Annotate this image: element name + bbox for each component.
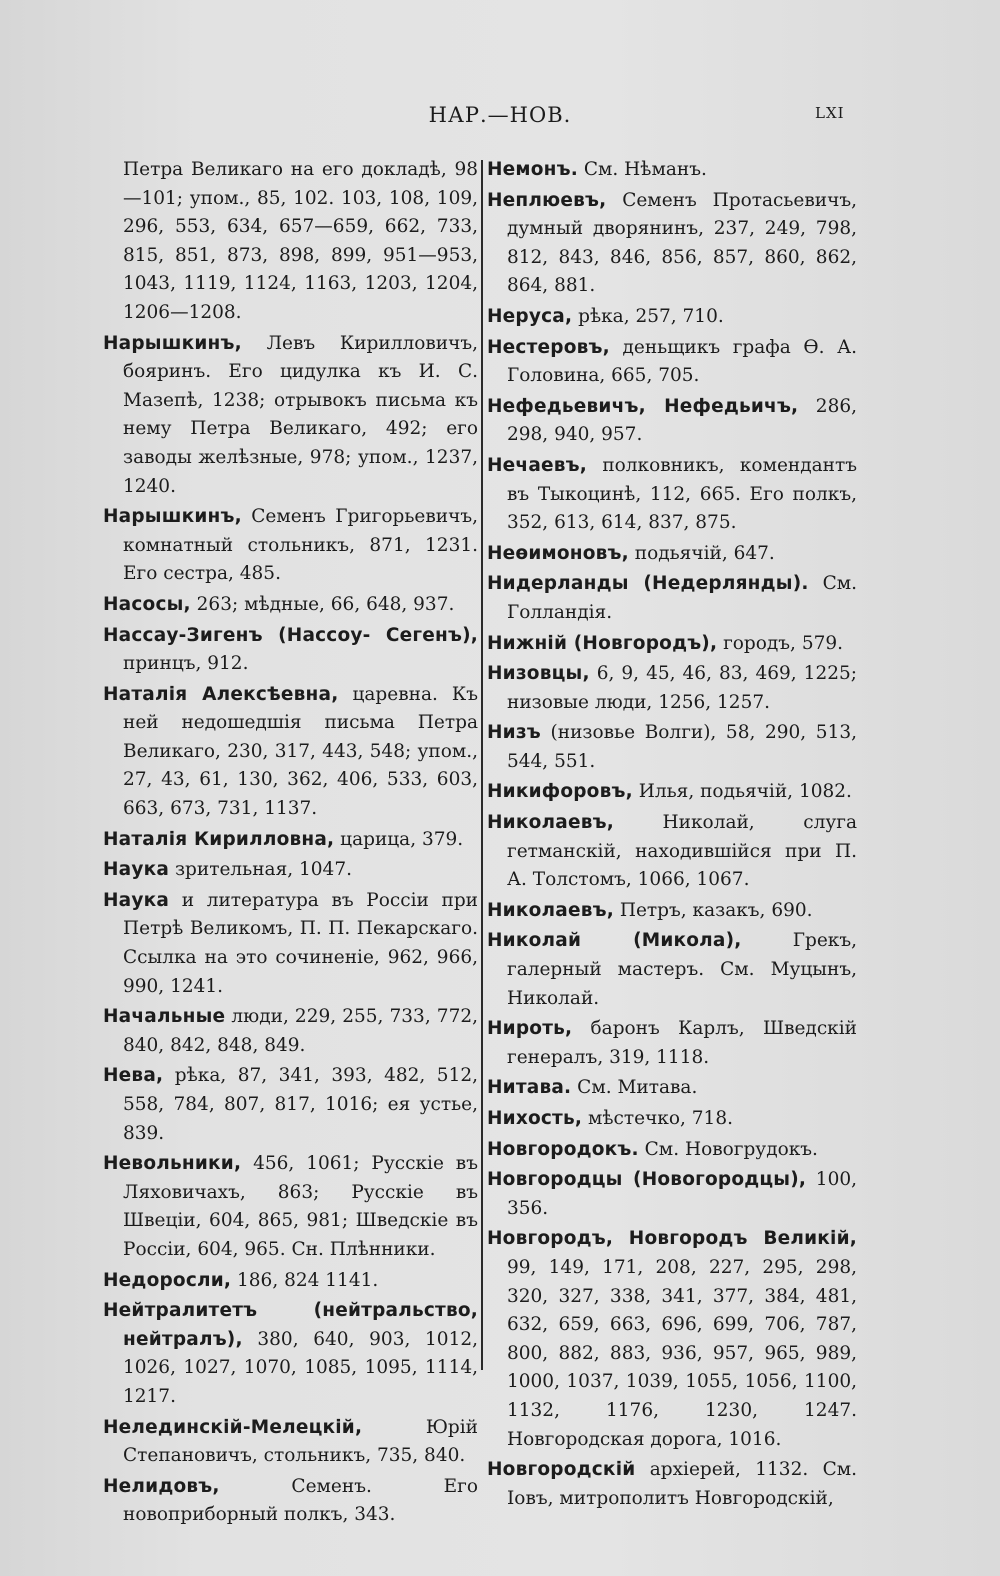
entry-headword: Невольники,	[103, 1153, 242, 1175]
entry-headword: Николаевъ,	[487, 899, 614, 921]
index-entry	[103, 856, 478, 885]
entry-headword: Неплюевъ,	[487, 189, 607, 211]
entry-text: Семенъ Протасьевичъ, думный дворянинъ, 237, 249, 798, 812, 843, 846, 856, 857, 860, 862, 864, 881.	[507, 189, 857, 297]
entry-text: Петра Великаго на его докладѣ, 98—101; упом., 85, 102. 103, 108, 109, 296, 553, 634, 657—659, 662, 733, 815, 851, 873, 898, 899, 951—953, 1043, 1119, 1124, 1163, 1203, 1204, 1206—1208.	[123, 159, 478, 323]
entry-text: рѣка, 87, 341, 393, 482, 512, 558, 784, 807, 817, 1016; ея устье, 839.	[123, 1065, 478, 1144]
entry-headword: Неруса,	[487, 305, 573, 327]
entry-headword: Наука	[103, 889, 170, 911]
index-entry	[103, 330, 478, 502]
entry-text: 263; мѣдные, 66, 648, 937.	[190, 593, 455, 615]
entry-headword: Наука	[103, 859, 170, 881]
entry-text: царевна. Къ ней недошедшія письма Петра Великаго, 230, 317, 443, 548; упом., 27, 43, 61, 130, 362, 406, 533, 603, 663, 673, 731, 1137.	[123, 683, 478, 820]
entry-text: См. Митава.	[571, 1077, 698, 1099]
entry-headword: Нейтралитетъ (нейтральство, нейтралъ),	[103, 1300, 478, 1350]
entry-headword: Нитава.	[487, 1077, 572, 1099]
index-entry	[103, 1062, 478, 1148]
index-entry	[487, 1074, 857, 1103]
index-entry	[487, 1166, 857, 1223]
index-entry	[487, 540, 857, 569]
entry-text: См. Новогрудокъ.	[638, 1138, 818, 1160]
entry-text: 186, 824 1141.	[231, 1269, 379, 1291]
index-entry	[103, 591, 478, 620]
index-entry	[103, 1267, 478, 1296]
index-entry	[487, 393, 857, 450]
index-entry	[103, 1297, 478, 1411]
index-entry	[103, 1003, 478, 1060]
entry-headword: Новгородцы (Новогородцы),	[487, 1169, 807, 1191]
entry-headword: Низъ	[487, 722, 541, 744]
entry-text: 286, 298, 940, 957.	[507, 395, 858, 446]
index-entry	[487, 1015, 857, 1072]
entry-headword: Николаевъ,	[487, 812, 614, 834]
index-entry	[487, 927, 857, 1013]
entry-text: и литература въ Россіи при Петрѣ Великомъ, П. П. Пекарскаго. Ссылка на это сочиненіе, 962, 966, 990, 1241.	[123, 889, 478, 997]
entry-headword: Нелединскій-Мелецкій,	[103, 1416, 363, 1438]
entry-text: городъ, 579.	[717, 632, 844, 654]
entry-headword: Нестеровъ,	[487, 336, 610, 358]
entry-headword: Нихость,	[487, 1108, 583, 1129]
index-entry	[103, 887, 478, 1001]
entry-text: См. Голландія.	[507, 573, 858, 623]
entry-text: 456, 1061; Русскіе въ Ляховичахъ, 863; Русскіе въ Швеціи, 604, 865, 981; Шведскіе въ Россіи, 604, 965. Сн. Плѣнники.	[123, 1153, 478, 1260]
entry-text: Юрій Степановичъ, стольникъ, 735, 840.	[123, 1416, 478, 1467]
entry-text: полковникъ, комендантъ въ Тыкоцинѣ, 112, 665. Его полкъ, 352, 613, 614, 837, 875.	[507, 454, 857, 534]
index-entry	[103, 1150, 478, 1264]
index-entry	[103, 622, 478, 679]
entry-headword: Новгородъ, Новгородъ Великій,	[487, 1228, 857, 1250]
index-entry	[103, 681, 478, 824]
index-entry	[487, 452, 857, 538]
entry-text: Илья, подьячій, 1082.	[632, 781, 852, 803]
entry-text: 6, 9, 45, 46, 83, 469, 1225; низовые люди, 1256, 1257.	[507, 663, 857, 713]
index-entry	[103, 156, 478, 328]
entry-headword: Николай (Микола),	[487, 930, 742, 952]
right-column	[487, 156, 857, 1515]
index-entry	[487, 660, 857, 717]
index-entry	[487, 1456, 857, 1513]
index-entry	[487, 1136, 857, 1165]
entry-text: царица, 379.	[334, 828, 464, 850]
index-entry	[487, 570, 857, 627]
entry-text: 100, 356.	[507, 1169, 858, 1219]
index-entry	[487, 897, 857, 926]
entry-text: мѣстечко, 718.	[582, 1108, 733, 1129]
index-entry	[103, 1414, 478, 1471]
entry-text: деньщикъ графа Ѳ. А. Головина, 665, 705.	[507, 336, 857, 387]
entry-headword: Низовцы,	[487, 663, 590, 685]
index-entry	[487, 187, 857, 301]
index-entry	[487, 809, 857, 895]
entry-headword: Наталія Кирилловна,	[103, 828, 335, 850]
index-entry	[487, 1105, 857, 1134]
entry-headword: Недоросли,	[103, 1269, 232, 1291]
entry-text: зрительная, 1047.	[169, 859, 352, 881]
index-entry	[487, 630, 857, 659]
index-entry	[487, 778, 857, 807]
entry-headword: Нижній (Новгородъ),	[487, 632, 718, 654]
entry-headword: Немонъ.	[487, 159, 578, 180]
index-entry	[487, 156, 857, 185]
entry-text: Николай, слуга гетманскій, находившійся при П. А. Толстомъ, 1066, 1067.	[507, 812, 857, 891]
running-title: НАР.—НОВ.	[428, 103, 572, 127]
entry-text: рѣка, 257, 710.	[572, 305, 724, 327]
entry-text: Левъ Кирилловичъ, бояринъ. Его цидулка къ И. С. Мазепѣ, 1238; отрывокъ письма къ нему Петра Великаго, 492; его заводы желѣзные, 978; упом., 1237, 1240.	[123, 332, 478, 497]
entry-text: принцъ, 912.	[123, 653, 249, 675]
entry-text: Петръ, казакъ, 690.	[613, 899, 813, 921]
entry-headword: Нелидовъ,	[103, 1475, 220, 1497]
entry-headword: Нефедьевичъ, Нефедьичъ,	[487, 395, 799, 417]
entry-headword: Нассау-Зигенъ (Нассоу- Сегенъ),	[103, 624, 478, 646]
column-divider	[481, 160, 483, 1370]
entry-headword: Нарышкинъ,	[103, 506, 242, 528]
entry-text: Грекъ, галерный мастеръ. См. Муцынъ, Николай.	[507, 930, 857, 1009]
entry-headword: Новгородскій	[487, 1459, 636, 1481]
entry-text: Семенъ. Его новоприборный полкъ, 343.	[123, 1475, 478, 1526]
entry-text: архіерей, 1132. См. Іовъ, митрополитъ Новгородскій,	[507, 1459, 857, 1509]
index-entry	[103, 503, 478, 589]
index-entry	[487, 1225, 857, 1454]
entry-headword: Никифоровъ,	[487, 781, 633, 803]
entry-headword: Неѳимоновъ,	[487, 542, 629, 564]
entry-headword: Нидерланды (Недерлянды).	[487, 573, 809, 595]
index-entry	[103, 826, 478, 855]
entry-text: 99, 149, 171, 208, 227, 295, 298, 320, 327, 338, 341, 377, 384, 481, 632, 659, 663, 696, 699, 706, 787, 800, 882, 883, 936, 957, 965, 989, 1000, 1037, 1039, 1055, 1056, 1100, 1132, 1176, 1230, 1247. Новгородская дорога, 1016.	[507, 1256, 857, 1450]
index-entry	[487, 334, 857, 391]
entry-text: (низовье Волги), 58, 290, 513, 544, 551.	[507, 722, 857, 772]
entry-headword: Нарышкинъ,	[103, 332, 242, 354]
entry-headword: Наталія Алексѣевна,	[103, 683, 339, 705]
entry-headword: Новгородокъ.	[487, 1138, 639, 1160]
entry-headword: Нева,	[103, 1065, 164, 1087]
entry-text: подьячій, 647.	[628, 542, 775, 564]
entry-text: 380, 640, 903, 1012, 1026, 1027, 1070, 1085, 1095, 1114, 1217.	[123, 1328, 478, 1407]
entry-headword: Нечаевъ,	[487, 454, 587, 476]
left-column	[103, 156, 478, 1532]
index-entry	[103, 1473, 478, 1530]
index-entry	[487, 719, 857, 776]
page-number: LXI	[815, 104, 845, 122]
entry-headword: Начальные	[103, 1006, 226, 1028]
entry-text: См. Нѣманъ.	[577, 159, 707, 180]
entry-headword: Нироть,	[487, 1018, 573, 1040]
entry-text: баронъ Карлъ, Шведскій генералъ, 319, 1118.	[507, 1018, 857, 1068]
index-entry	[487, 303, 857, 332]
entry-headword: Насосы,	[103, 593, 191, 615]
entry-text: Семенъ Григорьевичъ, комнатный стольникъ, 871, 1231. Его сестра, 485.	[123, 506, 478, 585]
entry-text: люди, 229, 255, 733, 772, 840, 842, 848, 849.	[123, 1006, 478, 1056]
